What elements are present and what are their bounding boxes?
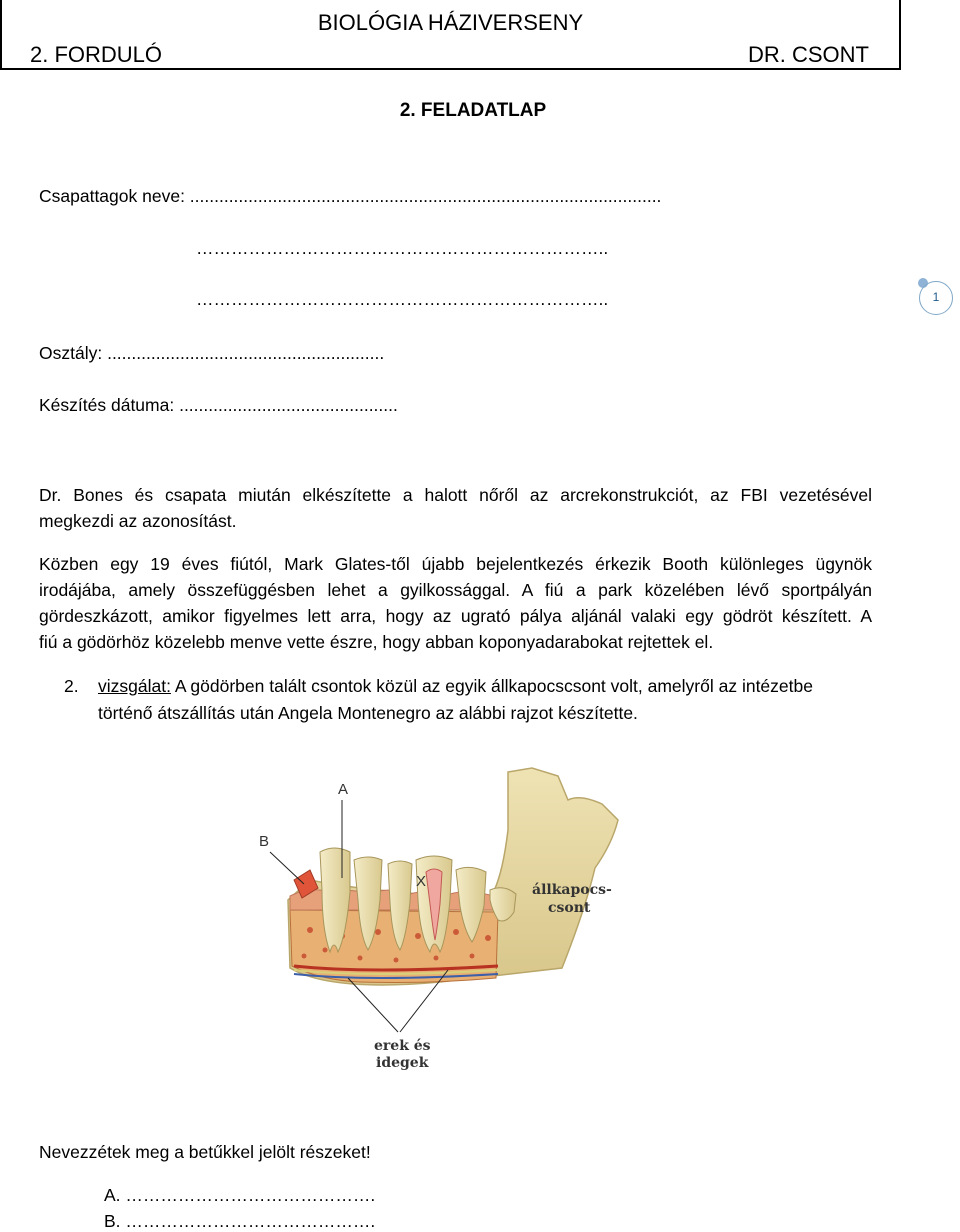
task-body	[98, 673, 874, 727]
story-line-4: fiú a gödörhöz közelebb menve vette észre, hogy abban koponyadarabokat rejtettek el.	[39, 632, 714, 652]
team-names-line-3[interactable]: ……………………………………………………………..	[196, 289, 609, 309]
intro-paragraph	[39, 482, 872, 534]
answer-b[interactable]: B. …………………………………….	[104, 1211, 376, 1231]
story-line-3: gördeszkázott, amikor figyelmes lett arra, hogy az ugrató pálya aljánál valaki egy gödröt készített. A	[39, 606, 872, 626]
date-dots: .............................................	[179, 395, 398, 415]
story-line-2: irodájába, amely összefüggésben lehet a gyilkossággal. A fiú a park közelében lévő sportpályán	[39, 580, 872, 600]
header-box	[0, 0, 901, 70]
round-label: 2. FORDULÓ	[30, 42, 163, 67]
team-names-label: Csapattagok neve:	[39, 186, 190, 206]
team-names-field[interactable]	[39, 186, 661, 207]
theme-label: DR. CSONT	[748, 42, 869, 67]
jaw-illustration	[250, 760, 650, 1080]
story-line-1: Közben egy 19 éves fiútól, Mark Glates-től újabb bejelentkezés érkezik Booth különleges ügynök	[39, 554, 872, 574]
intro-line-1: Dr. Bones és csapata miután elkészítette a halott nőről az arcrekonstrukciót, az FBI vezetésével	[39, 485, 872, 505]
label-b: B	[259, 833, 270, 850]
page-number-badge: 1	[919, 281, 953, 315]
competition-title: BIOLÓGIA HÁZIVERSENY	[317, 10, 584, 35]
team-names-dots: .................................................................................................	[189, 186, 662, 206]
task-text-1: A gödörben talált csontok közül az egyik állkapocscsont volt, amelyről az intézetbe	[170, 676, 813, 696]
task-number: 2.	[64, 676, 79, 696]
date-field[interactable]	[39, 395, 398, 416]
label-x: X	[416, 873, 427, 890]
label-vessels-2: idegek	[376, 1055, 429, 1071]
sheet-title: 2. FELADATLAP	[399, 100, 547, 121]
class-dots: .........................................................	[107, 343, 385, 363]
intro-line-2: megkezdi az azonosítást.	[39, 511, 237, 531]
task-keyword: vizsgálat:	[98, 676, 171, 696]
class-field[interactable]	[39, 343, 384, 364]
date-label: Készítés dátuma:	[39, 395, 180, 415]
label-vessels-1: erek és	[374, 1038, 431, 1054]
class-label: Osztály:	[39, 343, 108, 363]
story-paragraph	[39, 551, 872, 655]
instruction: Nevezzétek meg a betűkkel jelölt részeket!	[39, 1142, 371, 1162]
task-text-2: történő átszállítás után Angela Montenegro az alábbi rajzot készítette.	[98, 703, 638, 723]
label-jaw-1: állkapocs-	[532, 882, 612, 898]
label-jaw-2: csont	[548, 900, 591, 916]
label-a: A	[338, 781, 349, 798]
answer-a[interactable]: A. …………………………………….	[104, 1185, 376, 1205]
team-names-line-2[interactable]: ……………………………………………………………..	[196, 238, 609, 258]
